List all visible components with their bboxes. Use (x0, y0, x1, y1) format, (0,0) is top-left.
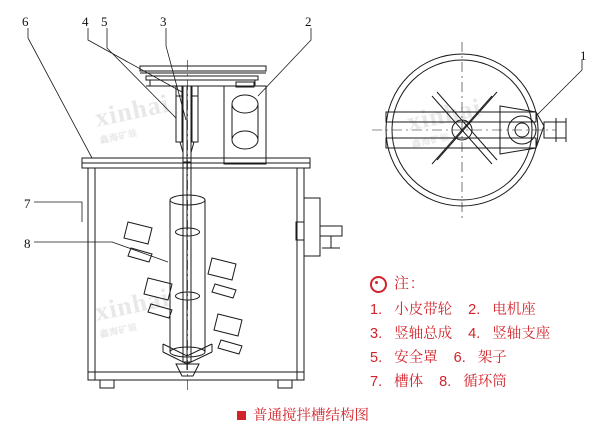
legend-item-2-text: 电机座 (492, 302, 536, 318)
watermark: xinhai 鑫海矿装 (92, 88, 173, 146)
caption-text: 普通搅拌槽结构图 (253, 408, 369, 424)
caption-marker-icon (237, 411, 246, 420)
legend-item-5-num: 5. (370, 350, 383, 366)
legend-note-label: 注: (394, 275, 418, 292)
legend-item-6-text: 架子 (477, 350, 507, 366)
legend-item-1-text: 小皮带轮 (394, 302, 453, 318)
legend-row (370, 346, 598, 370)
legend-row (370, 322, 598, 346)
legend-header (370, 272, 598, 296)
legend-item-3-num: 3. (370, 326, 383, 342)
callout-6: 6 (22, 14, 29, 29)
callout-3: 3 (160, 14, 167, 29)
figure-caption (0, 404, 606, 425)
legend-item-7-num: 7. (370, 374, 383, 390)
legend-row (370, 298, 598, 322)
callout-1: 1 (580, 48, 587, 63)
legend-item-4-num: 4. (468, 326, 481, 342)
legend-item-3-text: 竖轴总成 (394, 326, 453, 342)
callout-8: 8 (24, 236, 31, 251)
legend-item-8-num: 8. (439, 374, 452, 390)
callout-2: 2 (305, 14, 312, 29)
legend-item-2-num: 2. (468, 302, 481, 318)
callout-4: 4 (82, 14, 89, 29)
legend-item-7-text: 槽体 (394, 374, 424, 390)
legend-item-4-text: 竖轴支座 (492, 326, 551, 342)
legend-item-8-text: 循环筒 (463, 374, 507, 390)
callout-7: 7 (24, 196, 31, 211)
legend (370, 272, 598, 394)
watermark: xinhai 鑫海矿装 (404, 92, 485, 150)
note-marker-icon (370, 276, 387, 293)
watermark: xinhai 鑫海矿装 (92, 282, 173, 340)
callout-5: 5 (101, 14, 108, 29)
legend-row (370, 370, 598, 394)
legend-item-5-text: 安全罩 (394, 350, 438, 366)
legend-item-1-num: 1. (370, 302, 383, 318)
legend-item-6-num: 6. (453, 350, 466, 366)
